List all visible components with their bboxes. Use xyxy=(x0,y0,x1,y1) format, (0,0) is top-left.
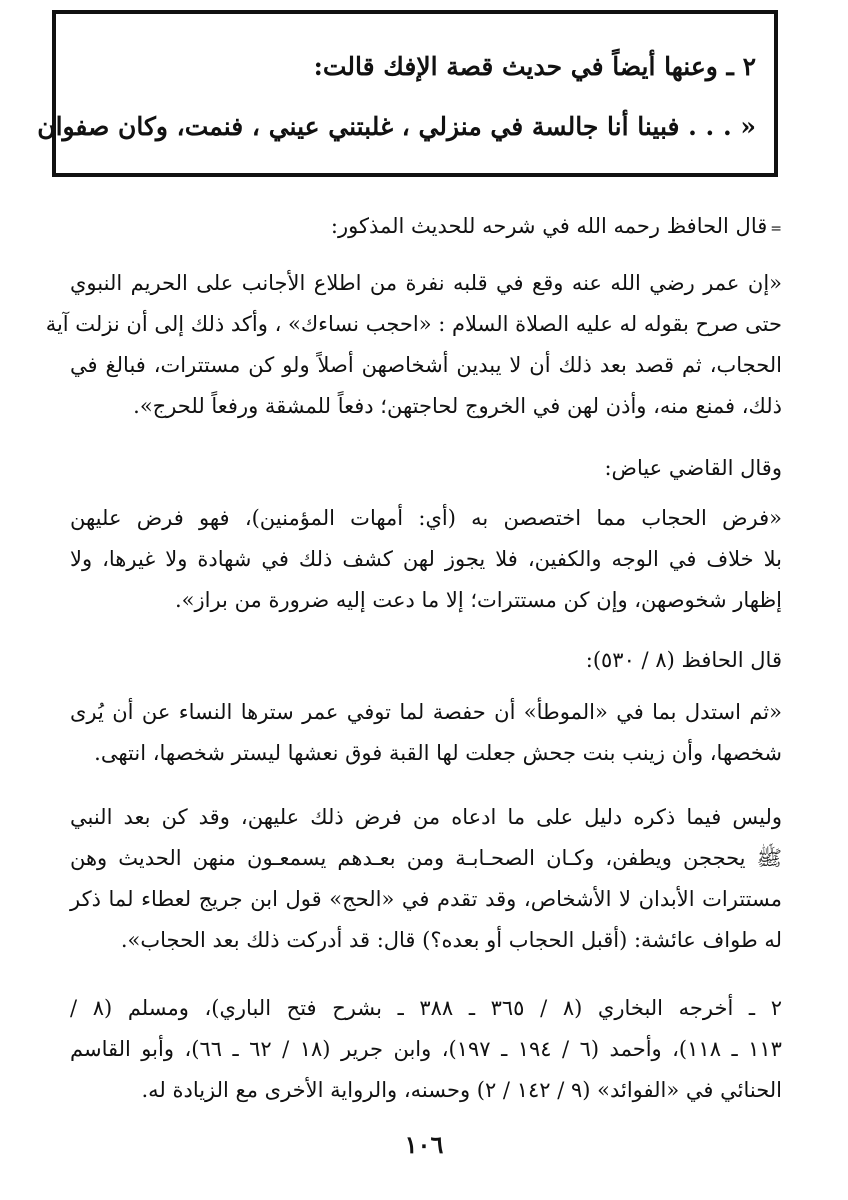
text-line: ذلك، فمنع منه، وأذن لهن في الخروج لحاجتهن؛ دفعاً للمشقة ورفعاً للحرج». xyxy=(133,394,782,418)
text-line: له طواف عائشة: (أقبل الحجاب أو بعده؟) قال: قد أدركت ذلك بعد الحجاب». xyxy=(120,928,782,952)
footnote-line: ٢ ـ أخرجه البخاري (٨ / ٣٦٥ ـ ٣٨٨ ـ بشرح فتح الباري)، ومسلم (٨ / xyxy=(70,996,782,1020)
paragraph-iyad xyxy=(70,498,782,621)
text-line: إظهار شخوصهن، وإن كن مستترات؛ إلا ما دعت إليه ضرورة من براز». xyxy=(174,588,782,612)
footnote-line: الحنائي في «الفوائد» (٩ / ١٤٢ / ٢) وحسنه، والرواية الأخرى مع الزيادة له. xyxy=(141,1078,782,1102)
text-line: الحجاب، ثم قصد بعد ذلك أن لا يبدين أشخاصهن أصلاً ولو كن مستترات، فبالغ في xyxy=(70,353,782,377)
paragraph-rebuttal xyxy=(70,797,782,961)
hadith-box xyxy=(37,10,778,177)
text-line: بلا خلاف في الوجه والكفين، فلا يجوز لهن كشف ذلك في شهادة ولا غيرها، ولا xyxy=(70,547,782,571)
hadith-title: ٢ ـ وعنها أيضاً في حديث قصة الإفك قالت: xyxy=(313,52,756,81)
text-line: وليس فيما ذكره دليل على ما ادعاه من فرض ذلك عليهن، وقد كن بعد النبي xyxy=(70,805,782,829)
text-line: شخصها، وأن زينب بنت جحش جعلت لها القبة فوق نعشها ليستر شخصها، انتهى. xyxy=(94,741,782,765)
commentary-intro-text: قال الحافظ رحمه الله في شرحه للحديث المذكور: xyxy=(330,214,768,238)
continuation-mark: = xyxy=(770,221,782,237)
text-line: «فرض الحجاب مما اختصصن به (أي: أمهات المؤمنين)، فهو فرض عليهن xyxy=(70,506,782,530)
hafiz-heading: قال الحافظ (٨ / ٥٣٠): xyxy=(585,648,782,672)
paragraph-umar xyxy=(45,263,782,427)
text-line: «إن عمر رضي الله عنه وقع في قلبه نفرة من اطلاع الأجانب على الحريم النبوي xyxy=(70,271,782,295)
text-line: ﷺ يحججن ويطفن، وكـان الصحـابـة ومن بعـدهم يسمعـون منهن الحديث وهن xyxy=(70,846,782,870)
iyad-heading: وقال القاضي عياض: xyxy=(604,456,782,480)
footnote-line: ١١٣ ـ ١١٨)، وأحمد (٦ / ١٩٤ ـ ١٩٧)، وابن جرير (١٨ / ٦٢ ـ ٦٦)، وأبو القاسم xyxy=(70,1037,782,1061)
hadith-text: « . . . فبينا أنا جالسة في منزلي ، غلبتني عيني ، فنمت، وكان صفوان xyxy=(37,112,756,141)
footnote xyxy=(70,988,782,1111)
paragraph-hafsa xyxy=(70,692,782,774)
text-line: حتى صرح بقوله له عليه الصلاة السلام : «احجب نساءك» ، وأكد ذلك إلى أن نزلت آية xyxy=(45,312,782,336)
page-number: ١٠٦ xyxy=(404,1130,444,1159)
text-line: مستترات الأبدان لا الأشخاص، وقد تقدم في «الحج» قول ابن جريج لعطاء لما ذكر xyxy=(70,887,782,911)
commentary-intro xyxy=(70,214,782,238)
text-line: «ثم استدل بما في «الموطأ» أن حفصة لما توفي عمر سترها النساء عن أن يُرى xyxy=(70,700,782,724)
